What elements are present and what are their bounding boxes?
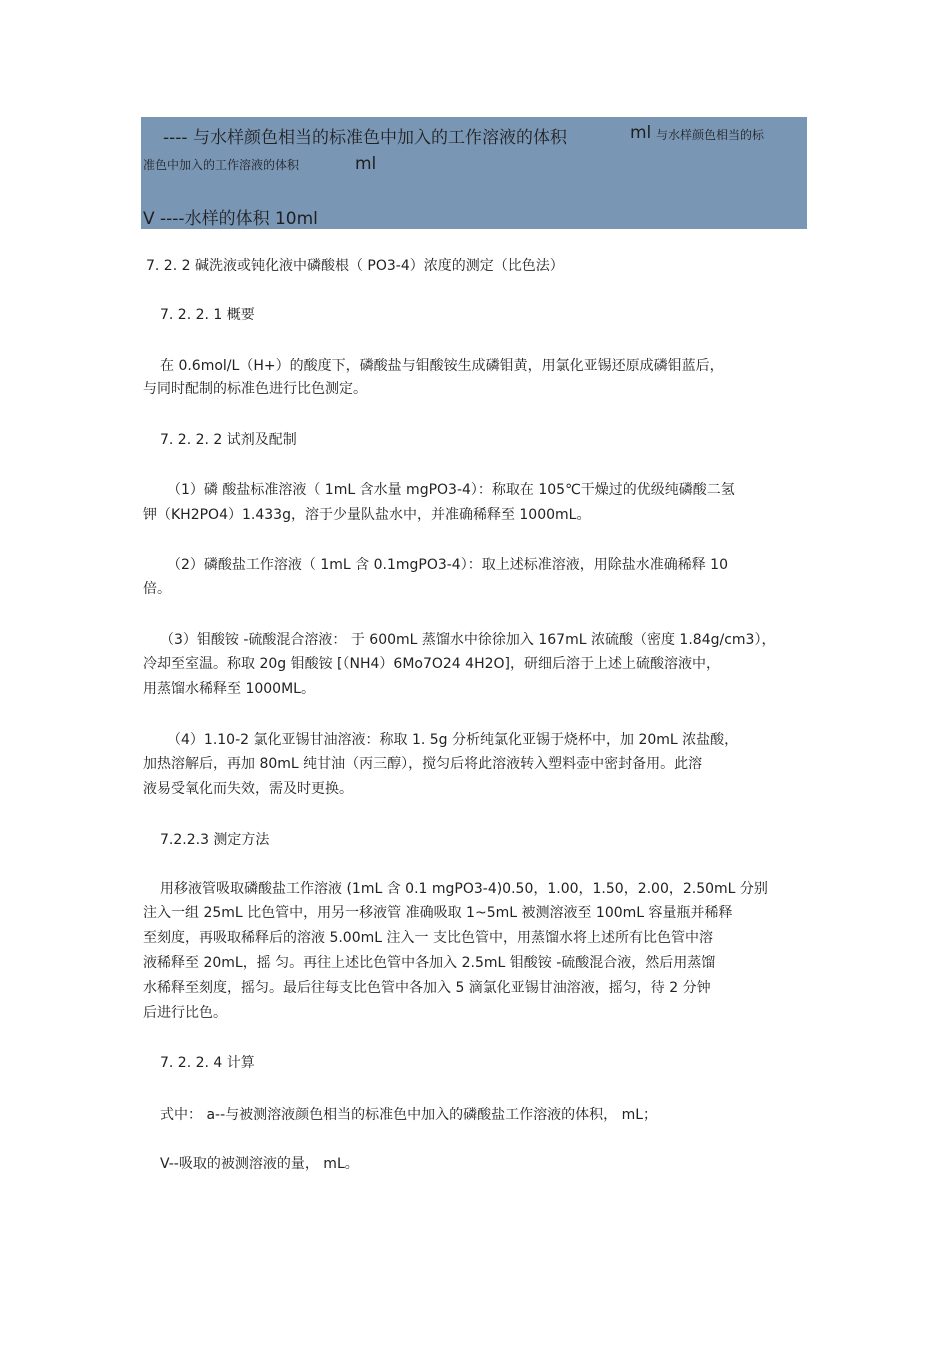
- subsection-heading-reagents: 7. 2. 2. 2 试剂及配制: [160, 432, 297, 448]
- subsection-heading-method: 7.2.2.3 测定方法: [160, 832, 270, 848]
- paragraph-line: 至刻度，再吸取稀释后的溶液 5.00mL 注入一 支比色管中，用蒸馏水将上述所有比色管中溶: [143, 930, 713, 946]
- subsection-heading-calculation: 7. 2. 2. 4 计算: [160, 1055, 255, 1071]
- highlighted-formula-block: [141, 117, 807, 229]
- paragraph-line: （2）磷酸盐工作溶液（ 1mL 含 0.1mgPO3-4）：取上述标准溶液，用除盐水准确稀释 10: [167, 557, 728, 573]
- section-heading-7-2-2: 7. 2. 2 碱洗液或钝化液中磷酸根（ PO3-4）浓度的测定（比色法）: [146, 258, 564, 274]
- paragraph-line: 冷却至室温。称取 20g 钼酸铵 [（NH4）6Mo7O24 4H2O]，研细后溶于上述上硫酸溶液中，: [143, 656, 720, 672]
- paragraph-line: （3）钼酸铵 -硫酸混合溶液： 于 600mL 蒸馏水中徐徐加入 167mL 浓硫酸（密度 1.84g/cm3），: [160, 632, 776, 648]
- paragraph-line: 钾（KH2PO4）1.433g，溶于少量队盐水中，并准确稀释至 1000mL。: [143, 507, 591, 523]
- paragraph-line: 式中： a--与被测溶液颜色相当的标准色中加入的磷酸盐工作溶液的体积， mL；: [160, 1107, 658, 1123]
- paragraph-line: 在 0.6mol/L（H+）的酸度下，磷酸盐与钼酸铵生成磷钼黄，用氯化亚锡还原成磷钼蓝后，: [160, 358, 724, 374]
- paragraph-line: 用移液管吸取磷酸盐工作溶液 (1mL 含 0.1 mgPO3-4)0.50，1.00，1.50，2.00，2.50mL 分别: [160, 881, 768, 897]
- paragraph-line: （1）磷 酸盐标准溶液（ 1mL 含水量 mgPO3-4）：称取在 105℃干燥过的优级纯磷酸二氢: [167, 482, 735, 498]
- paragraph-line: 注入一组 25mL 比色管中，用另一移液管 准确吸取 1~5mL 被测溶液至 100mL 容量瓶并稀释: [143, 905, 733, 921]
- banner-line2-unit: ml: [355, 154, 377, 174]
- subsection-heading-overview: 7. 2. 2. 1 概要: [160, 307, 255, 323]
- paragraph-line: 水稀释至刻度，摇匀。最后往每支比色管中各加入 5 滴氯化亚锡甘油溶液，摇匀，待 2 分钟: [143, 980, 711, 996]
- paragraph-line: 液易受氧化而失效，需及时更换。: [143, 781, 353, 797]
- banner-line1-unit: ml: [630, 123, 652, 143]
- banner-line1-small: 与水样颜色相当的标: [656, 128, 765, 142]
- banner-line3: V ----水样的体积 10ml: [143, 209, 318, 229]
- banner-line2-small: 准色中加入的工作溶液的体积: [143, 158, 300, 172]
- paragraph-line: （4）1.10-2 氯化亚锡甘油溶液：称取 1. 5g 分析纯氯化亚锡于烧杯中，加 20mL 浓盐酸，: [167, 732, 739, 748]
- banner-line1-text: ---- 与水样颜色相当的标准色中加入的工作溶液的体积: [163, 128, 567, 148]
- paragraph-line: 用蒸馏水稀释至 1000ML。: [143, 681, 315, 697]
- paragraph-line: 倍。: [143, 581, 171, 597]
- paragraph-line: 加热溶解后，再加 80mL 纯甘油（丙三醇），搅匀后将此溶液转入塑料壶中密封备用。此溶: [143, 756, 703, 772]
- paragraph-line: V--吸取的被测溶液的量， mL。: [160, 1156, 359, 1172]
- paragraph-line: 与同时配制的标准色进行比色测定。: [143, 381, 367, 397]
- paragraph-line: 后进行比色。: [143, 1005, 227, 1021]
- paragraph-line: 液稀释至 20mL，摇 匀。再往上述比色管中各加入 2.5mL 钼酸铵 -硫酸混合液，然后用蒸馏: [143, 955, 716, 971]
